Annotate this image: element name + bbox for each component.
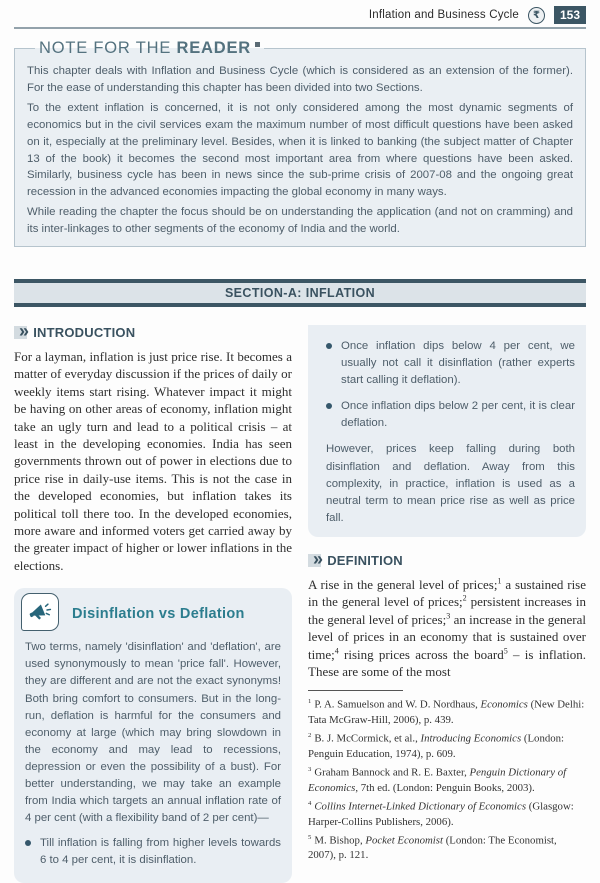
bullet-text: Till inflation is falling from higher levels towards 6 to 4 per cent, it is disinflation. [40,837,281,867]
bullet-dot [25,840,31,846]
page-header [14,6,586,24]
running-title: Inflation and Business Cycle [368,9,519,21]
two-column-layout [14,320,587,883]
note-for-reader-box [14,39,586,247]
footnote-number: 1 [308,698,312,706]
footnote-ref: 4 [334,646,339,656]
introduction-paragraph: For a layman, inflation is just price rise. It becomes a matter of everyday discussion if the prices of daily or weekly items start rising. Whatever impact it might be having on other areas of economy, inflation might take an ugly turn and lead to a political crisis – at least in the developing economies. India has seen governments thrown out of power in elections due to price rise in daily-use items. This is not the case in the developed economies, but inflation takes its political toll there too. In the developed economies, more aware and informed voters get carried away by the greater impact of higher or lower inflations in the elections. [14,348,292,573]
note-paragraph: To the extent inflation is concerned, it is not only considered among the most dynamic segments of economics but in the civil services exam the maximum number of most difficult questions have been asked on it, especially at the preliminary level. Besides, when it is linked to banking (the subject matter of Chapter 13 of the book) it becomes the second most important area from where questions have been asked. Similarly, business cycle has been in news since the sub-prime crisis of 2007-08 and the ongoing great recession in the advanced economies impacting the global economy in many ways. [27,101,573,199]
callout-body: Two terms, namely 'disinflation' and 'deflation', are used synonymously to mean 'price fall'. However, they are different and are not the exact synonyms! Both bring comfort to consumers. But in the long-run, deflation is harmful for the consumers and economy at large (which may bring slowdown in the economy and may lead to recessions, depression or even the possibility of a bust). For better understanding, we may take an example from India which targets an annual inflation rate of 4 per cent (with a flexibility band of 2 per cent)— [25,641,281,825]
introduction-heading-label: INTRODUCTION [33,324,136,340]
footnote-text: (London: The Economist, 2007), p. 121. [308,834,557,862]
footnote-book-title: Introducing Economics [420,732,522,745]
megaphone-icon [21,593,59,631]
footnote-text: (London: Penguin Education, 1974), p. 609. [308,732,565,760]
note-title [35,39,264,57]
note-paragraph: While reading the chapter the focus should be on understanding the application (and not on cramming) and its inter-linkages to other segments of the economy of India and the world. [27,206,573,236]
footnote [308,799,586,829]
chevron-right-icon: » [19,320,30,341]
footnote [308,833,586,863]
right-column [308,325,586,883]
rupee-coin-icon [528,7,545,24]
bullet-text: Once inflation dips below 4 per cent, we usually not call it disinflation (rather experts start calling it deflation). [341,339,575,387]
definition-segment: a sustained rise in the general level of prices; [308,576,587,610]
definition-segment: persistent increases in the general level of prices; [308,594,586,627]
footnote-number: 2 [308,732,312,740]
section-a-bar: SECTION-A: INFLATION [14,279,586,307]
footnote-number: 4 [308,800,312,808]
footnote-book-title: Economics [480,699,528,712]
left-column [14,320,292,883]
bullet-dot [326,343,332,349]
square-bullet-icon [255,42,260,47]
bullet-text: Once inflation dips below 2 per cent, it is clear deflation. [341,400,575,430]
header-rule [14,27,586,29]
footnote-text: (New Delhi: Tata McGraw-Hill, 2006), p. 439. [308,699,585,726]
callout-title: Disinflation vs Deflation [72,605,245,622]
footnote [308,765,586,795]
footnote [308,697,586,727]
footnote-text: , 7th ed. (London: Penguin Books, 2003). [355,781,535,794]
footnote-text: B. J. McCormick, et al., [314,732,421,745]
callout-header [25,596,281,631]
bullet-dot [326,403,332,409]
list-item [25,835,281,869]
footnote-separator [308,690,403,691]
footnote [308,731,586,761]
footnote-book-title: Penguin Dictionary of Economics [308,766,567,794]
footnote-book-title: Pocket Economist [365,834,443,847]
footnote-number: 5 [308,834,312,842]
footnote-text: P. A. Samuelson and W. D. Nordhaus, [314,699,481,712]
list-item [326,338,575,389]
chevron-right-icon: » [313,548,324,569]
footnote-text: Graham Bannock and R. E. Baxter, [314,766,470,779]
rupee-symbol: ₹ [532,9,540,21]
footnote-text: M. Bishop, [314,834,366,847]
page-number-badge: 153 [554,6,586,24]
note-title-bold: READER [176,39,252,57]
definition-paragraph [308,576,586,680]
definition-segment: rising prices across the board [338,646,504,662]
introduction-heading [14,320,292,341]
footnote-ref: 3 [446,611,451,621]
definition-heading-label: DEFINITION [327,552,403,568]
disinflation-deflation-box [14,588,292,882]
note-title-regular: NOTE FOR THE [39,39,177,57]
list-item [326,398,575,432]
footnote-ref: 1 [497,576,502,586]
definition-heading [308,548,586,569]
footnote-text: (Glasgow: Harper-Collins Publishers, 2006). [308,800,574,828]
definition-segment: A rise in the general level of prices; [308,576,498,592]
note-paragraph: This chapter deals with Inflation and Business Cycle (which is considered as an extension of the former). For the ease of understanding this chapter has been divided into two Sections. [27,65,573,95]
definition-segment: an increase in the general level of prices in an economy that is sustained over time; [308,611,586,662]
definition-segment: – is inflation. These are some of the most [308,646,586,680]
footnote-number: 3 [308,766,312,774]
disinflation-box-continued [308,325,586,537]
footnote-book-title: Collins Internet-Linked Dictionary of Economics [314,800,527,813]
callout-footer-paragraph: However, prices keep falling during both disinflation and deflation. Away from this complexity, in practice, inflation is used as a neutral term to mean price rise as well as price fall. [326,443,575,524]
footnote-ref: 5 [503,646,508,656]
footnote-ref: 2 [462,594,467,604]
